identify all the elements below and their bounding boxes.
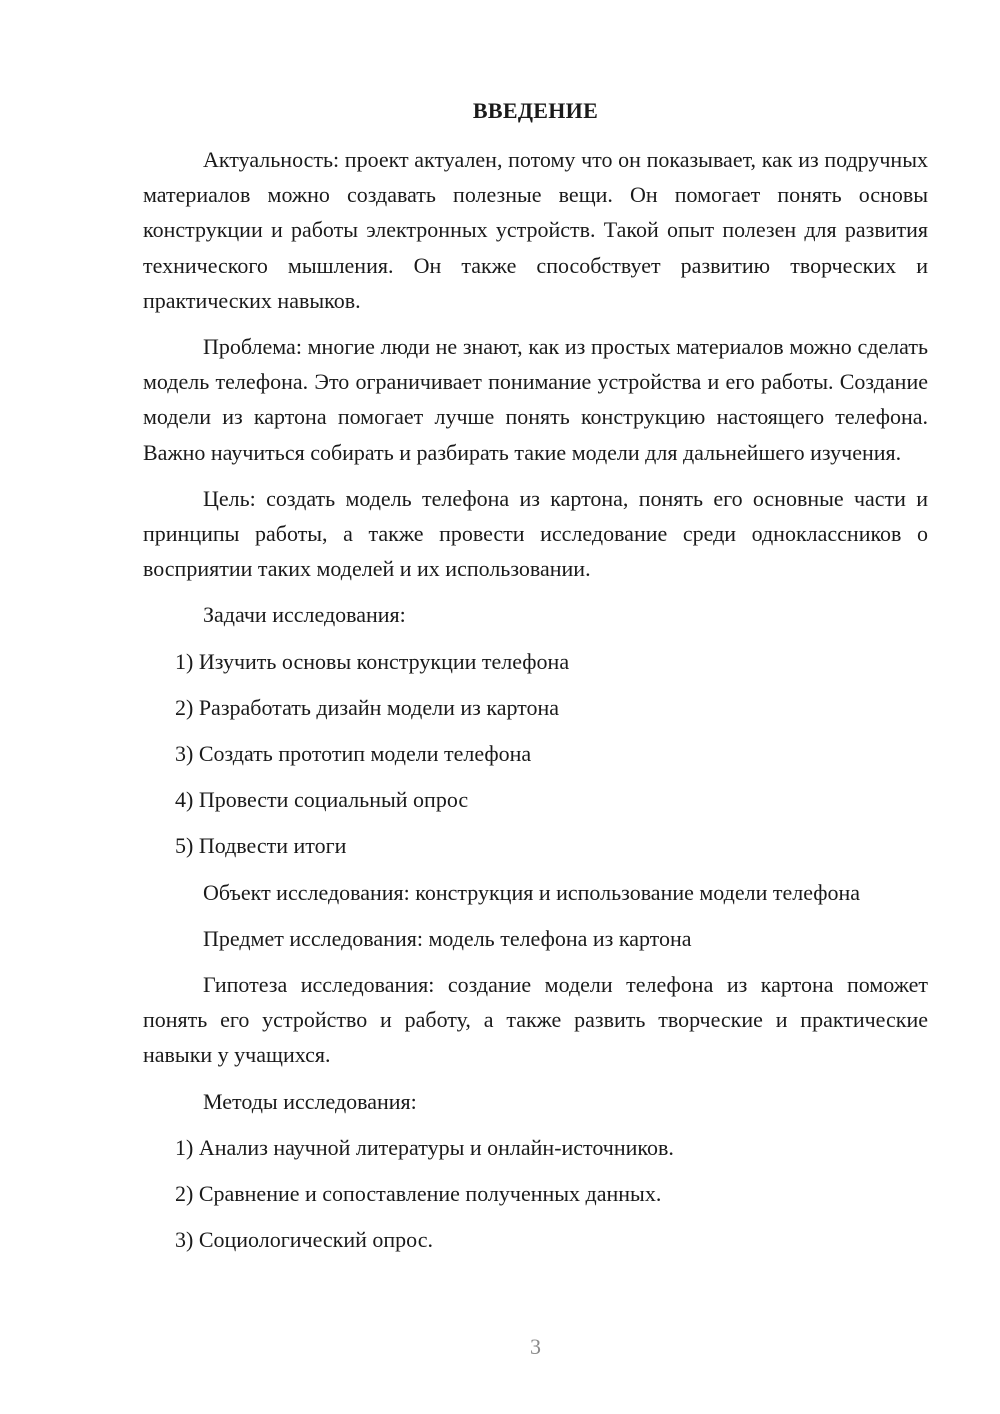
hypothesis-paragraph: Гипотеза исследования: создание модели телефона из картона поможет понять его устройство и работу, а также развить творческие и практические навыки у учащихся. [143,972,928,1068]
task-item: 2) Разработать дизайн модели из картона [175,694,560,720]
document-body [143,142,928,1268]
tasks-heading: Задачи исследования: [203,602,406,628]
task-item: 5) Подвести итоги [175,833,347,859]
task-item: 4) Провести социальный опрос [175,787,469,813]
problem-paragraph: Проблема: многие люди не знают, как из простых материалов можно сделать модель телефона. Это ограничивает понимание устройства и его работы. Создание модели из картона помогает лучше понять конструкцию настоящего телефона. Важно научиться собирать и разбирать такие модели для дальнейшего изучения. [143,334,928,465]
task-item: 3) Создать прототип модели телефона [175,741,532,767]
document-page [143,0,928,1414]
methods-heading: Методы исследования: [203,1088,417,1114]
section-title: ВВЕДЕНИЕ [472,98,599,123]
task-item: 1) Изучить основы конструкции телефона [175,648,570,674]
page-number: 3 [530,1334,541,1359]
relevance-paragraph: Актуальность: проект актуален, потому что он показывает, как из подручных материалов можно создавать полезные вещи. Он помогает понять основы конструкции и работы электронных устройств. Такой опыт полезен для развития технического мышления. Он также способствует развитию творческих и практических навыков. [143,147,928,313]
method-item: 2) Сравнение и сопоставление полученных данных. [175,1181,662,1207]
subject-paragraph: Предмет исследования: модель телефона из картона [203,925,692,951]
object-paragraph: Объект исследования: конструкция и использование модели телефона [203,879,861,905]
goal-paragraph: Цель: создать модель телефона из картона, понять его основные части и принципы работы, а также провести исследование среди одноклассников о восприятии таких моделей и их использовании. [143,485,928,582]
method-item: 3) Социологический опрос. [175,1227,433,1253]
method-item: 1) Анализ научной литературы и онлайн-источников. [175,1134,674,1160]
